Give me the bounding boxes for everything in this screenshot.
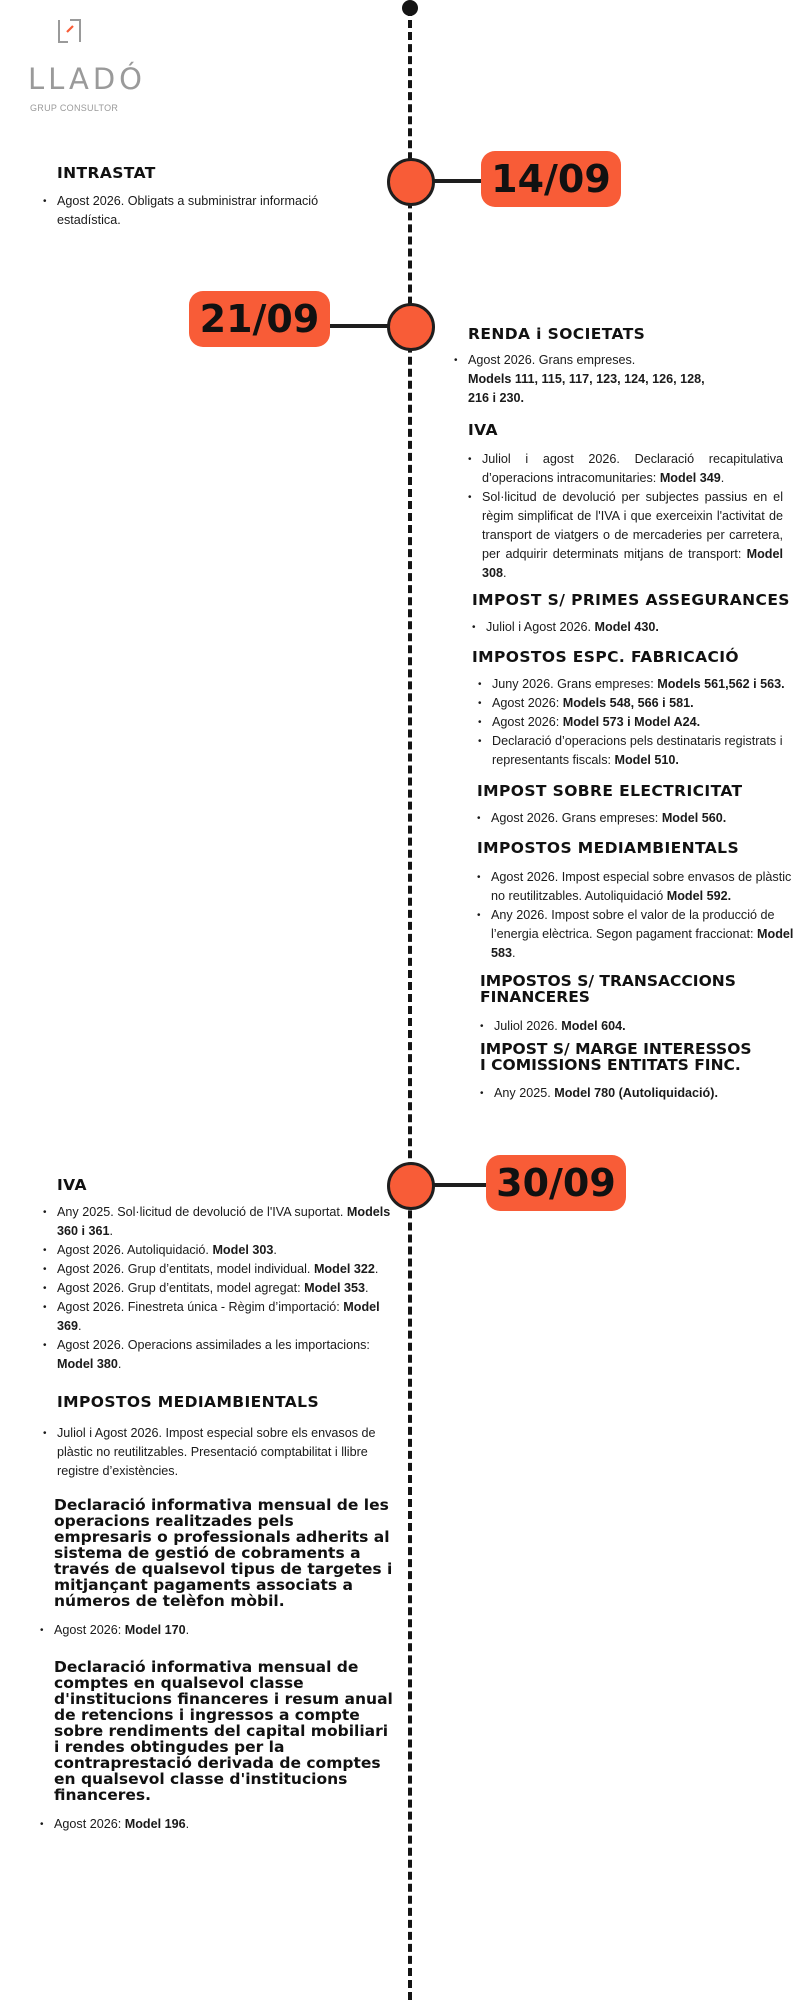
marge-heading-line1: IMPOST S/ MARGE INTERESSOS (480, 1040, 752, 1058)
section-renda-societats (468, 325, 788, 408)
list-item: • Sol·licitud de devolució per subjectes passius en el règim simplificat de l'IVA i que exerceixin l'activitat de transport de viatgers o de mercaderies per carretera, per adquirir determinats mitjans de transport: Model 308. (468, 488, 783, 583)
list-item: • Agost 2026. Grans empreses. Models 111, 115, 117, 123, 124, 126, 128, 216 i 230. (454, 351, 788, 408)
list-item: • Declaració d’operacions pels destinataris registrats i representants fiscals: Model 510. (478, 732, 797, 770)
list-item: • Agost 2026. Finestreta única - Règim d’importació: Model 369. (43, 1298, 397, 1336)
connector-3009 (432, 1183, 487, 1187)
timeline-node-2109 (387, 303, 435, 351)
section-marge-interessos (480, 1041, 790, 1103)
list-item: • Agost 2026. Obligats a subministrar informació estadística. (43, 192, 347, 230)
iva-heading: IVA (57, 1176, 87, 1194)
iva-heading: IVA (468, 421, 498, 439)
list-item: • Juliol i agost 2026. Declaració recapitulativa d’operacions intracomunitaries: Model 349. (468, 450, 783, 488)
list-item: • Juliol 2026. Model 604. (480, 1017, 790, 1036)
declaracio-targetes-heading: Declaració informativa mensual de les operacions realitzades pels empresaris o professionals adherits al sistema de gestió de cobraments a través de qualsevol tipus de targetes i mitjançant pagaments associats a números de telèfon mòbil. (54, 1496, 393, 1610)
list-item: • Agost 2026. Operacions assimilades a les importacions: Model 380. (43, 1336, 397, 1374)
connector-2109 (330, 324, 388, 328)
section-iva-2109 (468, 421, 783, 583)
logo-subtitle: GRUP CONSULTOR (30, 103, 119, 113)
list-item: • Agost 2026: Model 196. (40, 1815, 394, 1834)
logo-name: LLADÓ (28, 62, 146, 96)
fabricacio-heading: IMPOSTOS ESPC. FABRICACIÓ (472, 648, 739, 666)
date-badge-2109: 21/09 (189, 291, 330, 347)
section-declaracio-comptes (54, 1659, 394, 1834)
connector-1409 (432, 179, 482, 183)
section-transaccions-financeres (480, 973, 790, 1036)
date-badge-3009: 30/09 (486, 1155, 626, 1211)
section-iva-3009 (57, 1176, 397, 1374)
section-declaracio-targetes (54, 1497, 394, 1640)
section-mediambientals-2109 (477, 839, 799, 963)
section-fabricacio (472, 648, 797, 770)
section-primes-assegurances (472, 591, 792, 637)
transaccions-heading-line1: IMPOSTOS S/ TRANSACCIONS (480, 972, 736, 990)
mediambientals-heading: IMPOSTOS MEDIAMBIENTALS (57, 1393, 320, 1411)
date-badge-1409: 14/09 (481, 151, 621, 207)
section-mediambientals-3009 (57, 1393, 397, 1481)
list-item: • Agost 2026: Model 573 i Model A24. (478, 713, 797, 732)
primes-heading: IMPOST S/ PRIMES ASSEGURANCES (472, 591, 790, 609)
electricitat-heading: IMPOST SOBRE ELECTRICITAT (477, 782, 743, 800)
list-item: • Agost 2026. Grans empreses: Model 560. (477, 809, 792, 828)
list-item: • Any 2025. Model 780 (Autoliquidació). (480, 1084, 790, 1103)
list-item: • Any 2025. Sol·licitud de devolució de l'IVA suportat. Models 360 i 361. (43, 1203, 397, 1241)
renda-heading: RENDA i SOCIETATS (468, 325, 646, 343)
timeline-node-1409 (387, 158, 435, 206)
list-item: • Agost 2026: Model 170. (40, 1621, 394, 1640)
intrastat-heading: INTRASTAT (57, 164, 156, 182)
mediambientals-heading: IMPOSTOS MEDIAMBIENTALS (477, 839, 740, 857)
list-item: • Juliol i Agost 2026. Model 430. (472, 618, 792, 637)
section-electricitat (477, 782, 792, 828)
list-item: • Agost 2026. Grup d’entitats, model agregat: Model 353. (43, 1279, 397, 1298)
declaracio-comptes-heading: Declaració informativa mensual de comptes en qualsevol classe d'institucions financeres i resum anual de retencions i ingressos a compte sobre rendiments del capital mobiliari i rendes obtingudes per la contraprestació derivada de comptes en qualsevol classe d'institucions financeres. (54, 1658, 393, 1804)
list-item: • Agost 2026. Autoliquidació. Model 303. (43, 1241, 397, 1260)
list-item: • Juliol i Agost 2026. Impost especial sobre els envasos de plàstic no reutilitzables. Presentació comptabilitat i llibre registre d’existències. (43, 1424, 397, 1481)
list-item: • Agost 2026. Grup d’entitats, model individual. Model 322. (43, 1260, 397, 1279)
list-item: • Juny 2026. Grans empreses: Models 561,562 i 563. (478, 675, 797, 694)
logo-mark-icon (56, 18, 82, 46)
section-intrastat (57, 164, 347, 230)
transaccions-heading-line2: FINANCERES (480, 988, 590, 1006)
timeline-start-dot (402, 0, 418, 16)
list-item: • Agost 2026. Impost especial sobre envasos de plàstic no reutilitzables. Autoliquidació Model 592. (477, 868, 799, 906)
marge-heading-line2: I COMISSIONS ENTITATS FINC. (480, 1056, 741, 1074)
list-item: • Agost 2026: Models 548, 566 i 581. (478, 694, 797, 713)
list-item: • Any 2026. Impost sobre el valor de la producció de l’energia elèctrica. Segon pagament fraccionat: Model 583. (477, 906, 799, 963)
